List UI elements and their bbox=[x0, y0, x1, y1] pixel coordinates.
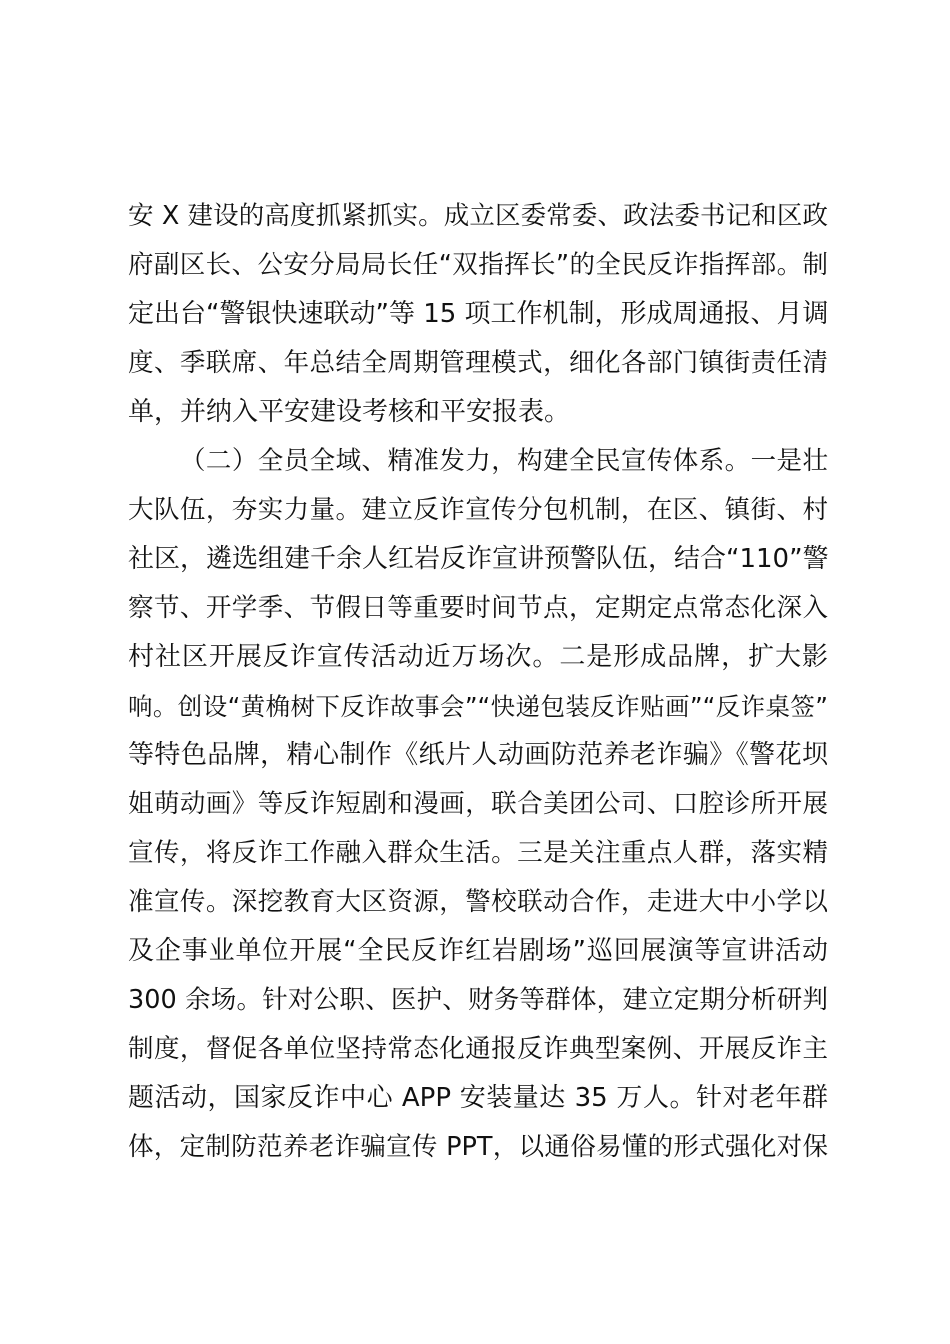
text-line: 大队伍，夯实力量。建立反诈宣传分包机制，在区、镇街、村 bbox=[128, 495, 828, 525]
text-line: 定出台“警银快速联动”等 15 项工作机制，形成周通报、月调 bbox=[128, 299, 829, 329]
text-line: 察节、开学季、节假日等重要时间节点，定期定点常态化深入 bbox=[128, 593, 828, 623]
body-text bbox=[128, 192, 828, 1172]
text-line: 题活动，国家反诈中心 APP 安装量达 35 万人。针对老年群 bbox=[128, 1083, 828, 1113]
text-line: 社区，遴选组建千余人红岩反诈宣讲预警队伍，结合“110”警 bbox=[128, 544, 829, 574]
text-line: 村社区开展反诈宣传活动近万场次。二是形成品牌，扩大影 bbox=[128, 642, 828, 672]
text-line: 及企事业单位开展“全民反诈红岩剧场”巡回展演等宣讲活动 bbox=[128, 936, 828, 966]
text-line: 等特色品牌，精心制作《纸片人动画防范养老诈骗》《警花坝 bbox=[128, 740, 828, 770]
text-line: 府副区长、公安分局局长任“双指挥长”的全民反诈指挥部。制 bbox=[128, 250, 828, 280]
text-line: 度、季联席、年总结全周期管理模式，细化各部门镇街责任清 bbox=[128, 348, 828, 378]
text-line: 准宣传。深挖教育大区资源，警校联动合作，走进大中小学以 bbox=[128, 887, 828, 917]
text-line: 安 X 建设的高度抓紧抓实。成立区委常委、政法委书记和区政 bbox=[128, 201, 828, 231]
text-line: 响。创设“黄桷树下反诈故事会”“快递包装反诈贴画”“反诈桌签” bbox=[128, 692, 828, 721]
text-line: 300 余场。针对公职、医护、财务等群体，建立定期分析研判 bbox=[128, 985, 828, 1015]
text-line: 制度，督促各单位坚持常态化通报反诈典型案例、开展反诈主 bbox=[128, 1034, 828, 1064]
text-line: 宣传，将反诈工作融入群众生活。三是关注重点人群，落实精 bbox=[128, 838, 828, 868]
text-line: 单，并纳入平安建设考核和平安报表。 bbox=[128, 397, 571, 427]
text-line: 体，定制防范养老诈骗宣传 PPT，以通俗易懂的形式强化对保 bbox=[128, 1132, 828, 1162]
text-line: 姐萌动画》等反诈短剧和漫画，联合美团公司、口腔诊所开展 bbox=[128, 789, 828, 819]
section-heading-line: （二）全员全域、精准发力，构建全民宣传体系。一是壮 bbox=[180, 446, 828, 476]
